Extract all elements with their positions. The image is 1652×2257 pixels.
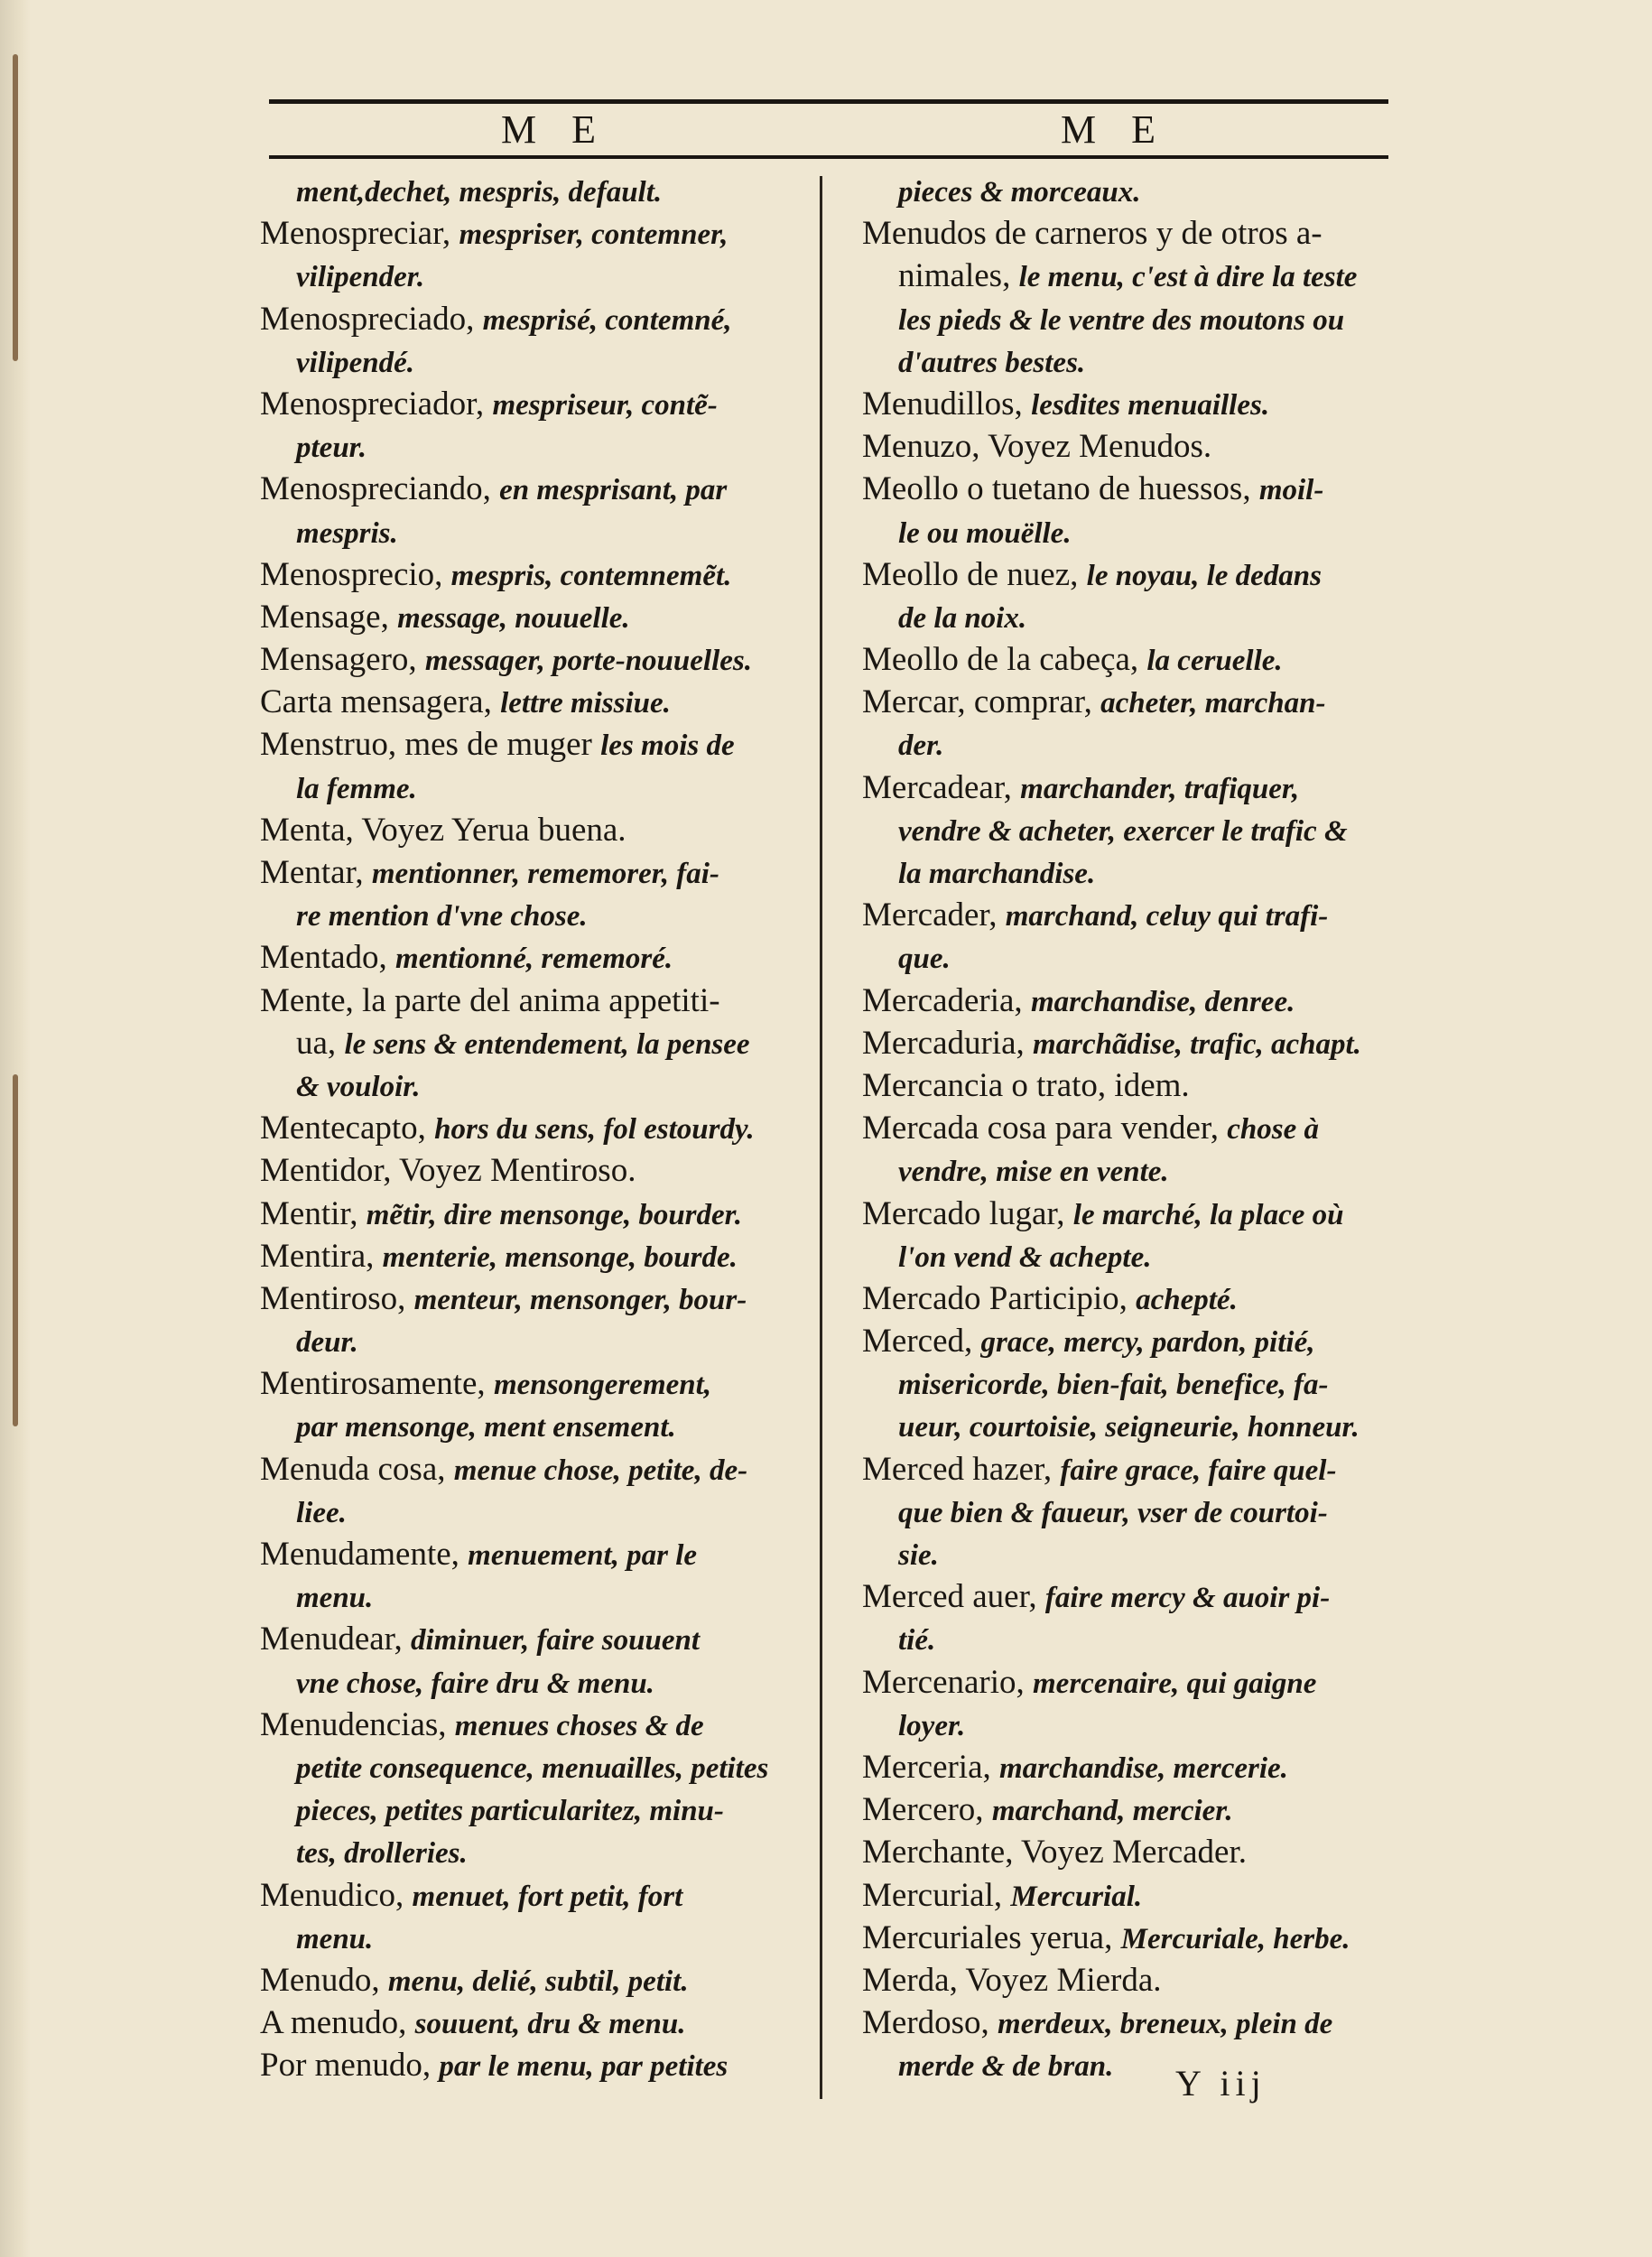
dictionary-line [260,1022,811,1064]
french-gloss: petite consequence, menuailles, petites [296,1751,769,1785]
french-gloss: menteur, mensonger, bour- [413,1283,747,1316]
spanish-term: Mercurial, [862,1876,1011,1914]
dictionary-line [260,936,811,979]
spanish-term: Menudico, [260,1876,413,1914]
dictionary-line [862,255,1413,297]
french-gloss: menterie, mensonge, bourde. [382,1240,738,1274]
dictionary-line [260,894,811,936]
french-gloss: par mensonge, ment ensement. [296,1411,676,1444]
spanish-term: ua, [296,1024,345,1062]
dictionary-line [260,1959,811,2002]
spanish-term: Mentecapto, [260,1110,435,1147]
french-gloss: les pieds & le ventre des moutons ou [898,303,1345,337]
dictionary-line [260,1491,811,1533]
french-gloss: menuet, fort petit, fort [412,1880,683,1913]
dictionary-line [260,1149,811,1192]
spanish-term: Mercadear, [862,768,1021,806]
dictionary-line [260,1320,811,1362]
spanish-term: Mentira, [260,1237,383,1275]
dictionary-line [260,1533,811,1575]
french-gloss: vendre & acheter, exercer le trafic & [898,814,1348,848]
dictionary-line [260,809,811,851]
french-gloss: merdeux, breneux, plein de [998,2008,1333,2041]
dictionary-line [260,2044,811,2086]
french-gloss: vendre, mise en vente. [898,1156,1169,1189]
running-head-left: M E [501,107,608,152]
dictionary-line [862,1704,1413,1746]
dictionary-line [862,1917,1413,1959]
dictionary-line [862,383,1413,425]
french-gloss: mespris, contemnemẽt. [450,559,732,592]
spanish-term: Mentiroso, [260,1279,414,1317]
french-gloss: mentionner, rememorer, fai- [371,858,719,890]
french-gloss: messager, porte-nouuelles. [424,645,752,678]
dictionary-line [260,383,811,425]
dictionary-line [260,1831,811,1873]
dictionary-line [260,766,811,809]
french-gloss: marchand, celuy qui trafi- [1005,900,1329,933]
french-gloss: achepté. [1136,1283,1238,1316]
dictionary-line [862,723,1413,766]
french-gloss: menues choses & de [454,1709,704,1742]
binding-mark [13,54,18,361]
dictionary-line [260,596,811,638]
french-gloss: menu. [296,1922,374,1955]
dictionary-line [862,1022,1413,1064]
french-gloss: la ceruelle. [1146,645,1283,678]
spanish-term: Carta mensagera, [260,683,501,721]
french-gloss: par le menu, par petites [439,2050,729,2084]
french-gloss: vne chose, faire dru & menu. [296,1667,654,1700]
spanish-term: Menuzo, Voyez Menudos. [862,428,1212,466]
french-gloss: diminuer, faire souuent [411,1624,701,1658]
spanish-term: Menta, Voyez Yerua buena. [260,811,626,849]
french-gloss: tes, drolleries. [296,1837,468,1871]
french-gloss: tié. [898,1624,936,1658]
spanish-term: Por menudo, [260,2047,440,2085]
french-gloss: en mesprisant, par [499,474,728,507]
spanish-term: Menosprecio, [260,555,451,593]
dictionary-line [862,298,1413,340]
spanish-term: Mercaderia, [862,981,1031,1019]
running-head-right: M E [1061,107,1168,152]
dictionary-line [862,1235,1413,1277]
dictionary-line [260,851,811,894]
column-divider [820,176,822,2099]
dictionary-line [260,1575,811,1618]
french-gloss: que bien & faueur, vser de courtoi- [898,1496,1328,1529]
top-rule [269,99,1388,104]
french-gloss: le sens & entendement, la pensee [344,1027,750,1061]
french-gloss: grace, mercy, pardon, pitié, [980,1326,1315,1360]
dictionary-line [260,298,811,340]
french-gloss: la femme. [296,772,417,805]
dictionary-line [862,425,1413,468]
spanish-term: Merdoso, [862,2004,998,2042]
spanish-term: Menudear, [260,1621,412,1658]
dictionary-line [260,1277,811,1320]
french-gloss: acheter, marchan- [1100,687,1326,720]
spanish-term: Meollo de nuez, [862,555,1087,593]
spanish-term: Mensagero, [260,641,425,679]
binding-mark [13,1074,18,1426]
dictionary-line [260,1917,811,1959]
french-gloss: chose à [1227,1113,1320,1147]
french-gloss: pieces, petites particularitez, minu- [296,1795,724,1828]
french-gloss: mespriser, contemner, [459,218,729,252]
dictionary-line [862,1277,1413,1320]
dictionary-line [260,1746,811,1788]
spanish-term: Mercuriales yerua, [862,1918,1121,1956]
dictionary-line [862,851,1413,894]
dictionary-line [862,1064,1413,1107]
dictionary-line [260,1874,811,1917]
right-column [862,170,1413,2086]
dictionary-line [862,766,1413,809]
dictionary-line [862,553,1413,596]
spanish-term: Menospreciador, [260,385,493,423]
french-gloss: der. [898,729,944,763]
dictionary-line [260,170,811,212]
french-gloss: marchand, mercier. [991,1795,1233,1828]
dictionary-line [260,255,811,297]
dictionary-line [260,511,811,553]
dictionary-line [862,1874,1413,1917]
dictionary-line [862,1107,1413,1149]
spanish-term: Mensage, [260,598,398,636]
french-gloss: mespriseur, contẽ- [492,388,718,422]
dictionary-line [862,1448,1413,1491]
french-gloss: mẽtir, dire mensonge, bourder. [366,1198,742,1231]
dictionary-line [862,212,1413,255]
spanish-term: Menudos de carneros y de otros a- [862,215,1323,253]
dictionary-line [260,468,811,510]
spanish-term: Mente, la parte del anima appetiti- [260,981,720,1019]
dictionary-line [260,1788,811,1831]
french-gloss: le ou mouëlle. [898,516,1072,550]
french-gloss: la marchandise. [898,858,1096,890]
spanish-term: Menospreciado, [260,300,483,338]
french-gloss: marchãdise, trafic, achapt. [1033,1027,1361,1061]
spanish-term: Mercenario, [862,1663,1034,1701]
dictionary-line [862,894,1413,936]
dictionary-line [862,1959,1413,2002]
dictionary-line [862,2002,1413,2044]
french-gloss: pieces & morceaux. [898,176,1141,209]
dictionary-line [862,596,1413,638]
dictionary-line [260,1661,811,1704]
french-gloss: deur. [296,1326,358,1360]
spanish-term: Menudamente, [260,1536,469,1573]
french-gloss: le marché, la place où [1072,1198,1344,1231]
french-gloss: les mois de [600,729,735,763]
french-gloss: mensongerement, [493,1369,712,1402]
spanish-term: Mentar, [260,854,372,891]
french-gloss: que. [898,943,951,976]
dictionary-line [260,1618,811,1660]
french-gloss: faire grace, faire quel- [1060,1454,1337,1487]
dictionary-line [862,1831,1413,1873]
dictionary-line [260,340,811,383]
spanish-term: Mercado lugar, [862,1194,1073,1232]
french-gloss: marchander, trafiquer, [1020,772,1300,805]
dictionary-line [862,681,1413,723]
french-gloss: mercenaire, qui gaigne [1033,1667,1317,1700]
french-gloss: loyer. [898,1709,966,1742]
french-gloss: ment,dechet, mespris, default. [296,176,663,209]
french-gloss: merde & de bran. [898,2050,1114,2084]
head-rule [269,155,1388,159]
dictionary-line [862,1575,1413,1618]
dictionary-line [260,1235,811,1277]
dictionary-line [862,1533,1413,1575]
french-gloss: mespris. [296,516,398,550]
french-gloss: souuent, dru & menu. [414,2008,686,2041]
dictionary-line [862,1320,1413,1362]
spanish-term: Merceria, [862,1748,1000,1786]
spanish-term: nimales, [898,257,1019,295]
dictionary-line [260,212,811,255]
french-gloss: moil- [1258,474,1324,507]
dictionary-line [260,681,811,723]
french-gloss: vilipender. [296,261,425,294]
spanish-term: Merced hazer, [862,1450,1061,1488]
french-gloss: mesprisé, contemné, [482,303,732,337]
dictionary-line [862,809,1413,851]
french-gloss: d'autres bestes. [898,346,1086,379]
french-gloss: liee. [296,1496,347,1529]
french-gloss: lettre missiue. [500,687,671,720]
french-gloss: lesdites menuailles. [1031,388,1270,422]
dictionary-line [260,638,811,681]
spanish-term: Menospreciar, [260,215,459,253]
dictionary-line [260,1193,811,1235]
french-gloss: marchandise, mercerie. [999,1751,1288,1785]
dictionary-line [862,1661,1413,1704]
spanish-term: Mentado, [260,939,396,977]
spanish-term: Merchante, Voyez Mercader. [862,1834,1248,1872]
dictionary-line [862,468,1413,510]
spanish-term: A menudo, [260,2004,415,2042]
spanish-term: Mentir, [260,1194,367,1232]
dictionary-line [862,936,1413,979]
spanish-term: Menstruo, mes de muger [260,726,601,764]
spanish-term: Mentirosamente, [260,1365,494,1403]
french-gloss: message, nouuelle. [397,601,630,635]
dictionary-line [260,980,811,1022]
dictionary-line [862,1149,1413,1192]
french-gloss: Mercurial. [1010,1880,1143,1913]
spanish-term: Menudillos, [862,385,1032,423]
french-gloss: menu, delié, subtil, petit. [387,1964,689,1998]
french-gloss: l'on vend & achepte. [898,1240,1152,1274]
french-gloss: sie. [898,1539,939,1572]
french-gloss: le menu, c'est à dire la teste [1018,261,1358,294]
dictionary-line [862,1788,1413,1831]
french-gloss: re mention d'vne chose. [296,900,588,933]
spanish-term: Menudo, [260,1961,388,1999]
spanish-term: Mercancia o trato, idem. [862,1066,1190,1104]
french-gloss: de la noix. [898,601,1027,635]
french-gloss: menue chose, petite, de- [453,1454,748,1487]
french-gloss: mentionné, rememoré. [395,943,673,976]
spanish-term: Merda, Voyez Mierda. [862,1961,1162,1999]
french-gloss: marchandise, denree. [1030,985,1295,1018]
dictionary-line [260,2002,811,2044]
dictionary-line [862,511,1413,553]
dictionary-line [260,1064,811,1107]
spanish-term: Menuda cosa, [260,1450,454,1488]
dictionary-line [260,723,811,766]
spanish-term: Mercader, [862,896,1006,934]
spanish-term: Merced auer, [862,1578,1045,1616]
french-gloss: le noyau, le dedans [1086,559,1322,592]
spanish-term: Mercada cosa para vender, [862,1110,1228,1147]
dictionary-line [862,1405,1413,1447]
dictionary-line [862,980,1413,1022]
spanish-term: Mercero, [862,1791,992,1829]
french-gloss: pteur. [296,432,367,465]
dictionary-line [862,1491,1413,1533]
dictionary-line [862,1362,1413,1405]
spanish-term: Menudencias, [260,1705,455,1743]
dictionary-line [260,1107,811,1149]
french-gloss: menu. [296,1582,374,1615]
dictionary-line [862,1193,1413,1235]
dictionary-line [260,1362,811,1405]
french-gloss: faire mercy & auoir pi- [1044,1582,1331,1615]
spanish-term: Merced, [862,1323,981,1361]
spanish-term: Meollo de la cabeça, [862,641,1147,679]
dictionary-line [862,340,1413,383]
spanish-term: Menospreciando, [260,470,500,508]
spanish-term: Mercado Participio, [862,1279,1137,1317]
dictionary-line [260,553,811,596]
dictionary-line [862,1746,1413,1788]
dictionary-line [260,425,811,468]
french-gloss: misericorde, bien-fait, benefice, fa- [898,1369,1329,1402]
dictionary-line [862,2044,1413,2086]
spanish-term: Mercar, comprar, [862,683,1101,721]
french-gloss: & vouloir. [296,1070,421,1103]
french-gloss: hors du sens, fol estourdy. [434,1113,755,1147]
french-gloss: vilipendé. [296,346,415,379]
spanish-term: Mentidor, Voyez Mentiroso. [260,1152,636,1190]
signature-mark: Y iij [1175,2063,1267,2104]
spanish-term: Mercaduria, [862,1024,1034,1062]
spanish-term: Meollo o tuetano de huessos, [862,470,1259,508]
french-gloss: ueur, courtoisie, seigneurie, honneur. [898,1411,1360,1444]
dictionary-line [862,170,1413,212]
dictionary-line [862,638,1413,681]
left-column [260,170,811,2086]
french-gloss: Mercuriale, herbe. [1120,1922,1350,1955]
french-gloss: menuement, par le [468,1539,698,1572]
dictionary-line [260,1448,811,1491]
dictionary-line [862,1618,1413,1660]
dictionary-line [260,1405,811,1447]
dictionary-line [260,1704,811,1746]
